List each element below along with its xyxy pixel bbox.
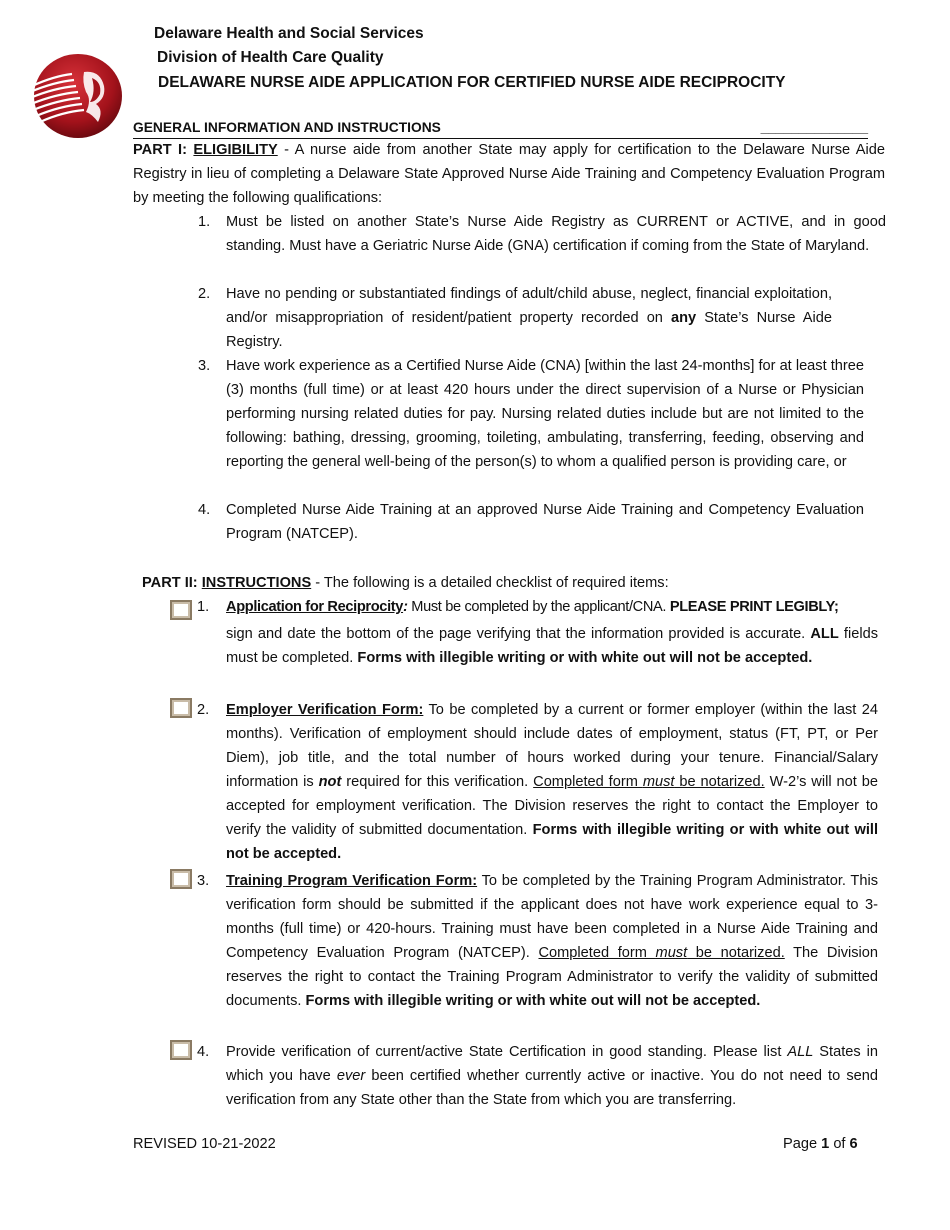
checklist-item-emphasis: not [318, 774, 342, 790]
part1-item-text: Have work experience as a Certified Nurse Aide (CNA) [within the last 24-months] for at least three (3) months (full time) or at least 420 hours under the direct supervision of a Nurse or Physician performing nursing related duties for pay. Nursing related duties include but are not limited to the following: bathing, dressing, grooming, toileting, ambulating, transferring, feeding, observing and reporting the general well-being of the person(s) to whom a qualified person is providing care, or [226, 358, 864, 470]
agency-name: Delaware Health and Social Services [154, 25, 424, 42]
checklist-item-title: Training Program Verification Form: [226, 873, 478, 889]
of-word: of [829, 1136, 850, 1152]
checklist-item-warning: Forms with illegible writing or with white out will not be accepted. [305, 993, 761, 1009]
part2-label: PART II: [142, 575, 198, 591]
checklist-checkbox-2[interactable] [170, 698, 192, 718]
part1-item-text: Must be listed on another State’s Nurse Aide Registry as CURRENT or ACTIVE, and in good standing. Must have a Geriatric Nurse Aide (GNA) certification if coming from the State of Maryland. [226, 214, 886, 254]
notarized-note-b: be notarized. [674, 774, 765, 790]
dhss-logo [26, 52, 124, 140]
part1-item2-text-b: State’s Nurse Aide Registry. [226, 310, 832, 350]
checklist-item-number: 2. [197, 702, 210, 718]
checklist-item-text: W-2’s will not be accepted for employment verification. The Division reserves the right to contact the Employer to verify the validity of submitted documentation. [226, 774, 878, 838]
checklist-checkbox-3[interactable] [170, 869, 192, 889]
notarized-note-must: must [642, 774, 675, 790]
checklist-item-text: Provide verification of current/active State Certification in good standing. Please list [226, 1044, 788, 1060]
checklist-item-2-text [226, 698, 878, 866]
checklist-item-text: Must be completed by the applicant/CNA. [407, 599, 670, 615]
part1-item-number: 3. [198, 358, 211, 374]
checklist-item-1-text [226, 595, 878, 619]
checklist-item-text: To be completed by a current or former employer (within the last 24 months). Verification of employment should include dates of employment, status (FT, PT, or Per Diem), job title, and the total number of hours worked during your tenure. Financial/Salary information is [226, 702, 878, 790]
part2-intro-text: - The following is a detailed checklist of required items: [311, 575, 669, 591]
part2-heading: INSTRUCTIONS [201, 575, 312, 591]
part1-intro [133, 138, 885, 210]
checklist-item-text: The Division reserves the right to contact the Training Program Administrator to verify the validity of submitted documents. [226, 945, 879, 1009]
part1-item-number: 1. [198, 214, 211, 230]
part1-label: PART I: [133, 142, 187, 158]
checklist-checkbox-1[interactable] [170, 600, 192, 620]
checklist-item-text: To be completed by the Training Program Administrator. This verification form should be submitted if the applicant does not have work experience equal to 3-months (full time) or 420-hours. Training must have been completed in a Nurse Aide Training and Competency Evaluation Program (NATCEP). [226, 873, 879, 961]
checklist-item-1-text-cont [226, 622, 878, 670]
part2-intro [142, 571, 882, 595]
checklist-item-warning: Forms with illegible writing or with white out will not be accepted. [357, 650, 813, 666]
checklist-item-emphasis: ever [336, 1068, 366, 1084]
part1-item2-text-a: Have no pending or substantiated findings of adult/child abuse, neglect, financial exploitation, and/or misappropriation of resident/patient property recorded on [226, 286, 832, 326]
part1-item-text [226, 282, 832, 354]
page-number: 1 [821, 1136, 830, 1152]
part1-item-number: 2. [198, 286, 211, 302]
checklist-item-text: required for this verification. [341, 774, 534, 790]
division-name: Division of Health Care Quality [157, 49, 384, 66]
checklist-item-title: Employer Verification Form: [226, 702, 424, 718]
checklist-item-emphasis: ALL [810, 626, 839, 642]
notarized-note-a: Completed form [533, 774, 643, 790]
checklist-item-title-colon: : [403, 599, 408, 615]
part1-intro-text: - A nurse aide from another State may apply for certification to the Delaware Nurse Aide Registry in lieu of completing a Delaware State Approved Nurse Aide Training and Competency Evaluation Program by meeting the following qualifications: [133, 142, 885, 206]
notarized-note-b: be notarized. [687, 945, 785, 961]
checklist-item-title: Application for Reciprocity [226, 599, 404, 615]
checklist-item-number: 4. [197, 1044, 210, 1060]
page-total: 6 [849, 1136, 858, 1152]
part1-heading: ELIGIBILITY [193, 142, 278, 158]
checklist-item-text: States in which you have [226, 1044, 879, 1084]
notarized-note [538, 945, 784, 961]
checklist-item-emphasis: ALL [787, 1044, 814, 1060]
checklist-item-emphasis: PLEASE PRINT LEGIBLY; [669, 599, 839, 615]
checklist-item-text: sign and date the bottom of the page verifying that the information provided is accurate. [226, 626, 811, 642]
checklist-item-3-text [226, 869, 878, 1013]
revision-date: REVISED 10-21-2022 [133, 1136, 276, 1152]
part1-item-text: Completed Nurse Aide Training at an approved Nurse Aide Training and Competency Evaluation Program (NATCEP). [226, 502, 864, 542]
notarized-note [533, 774, 765, 790]
section-heading [133, 118, 868, 139]
document-title: DELAWARE NURSE AIDE APPLICATION FOR CERTIFIED NURSE AIDE RECIPROCITY [158, 74, 786, 91]
checklist-item-text: fields must be completed. [226, 626, 878, 666]
checklist-item-4-text [226, 1040, 878, 1112]
checklist-item-text: been certified whether currently active or inactive. You do not need to send verification from any State other than the State from which you are transferring. [226, 1068, 878, 1108]
section-tail-line: ______________ [760, 120, 868, 135]
page-indicator [783, 1132, 858, 1156]
checklist-item-number: 1. [197, 599, 210, 615]
checklist-item-number: 3. [197, 873, 210, 889]
notarized-note-a: Completed form [538, 945, 656, 961]
part1-item2-emphasis: any [670, 310, 697, 326]
checklist-item-warning: Forms with illegible writing or with white out will not be accepted. [226, 822, 879, 862]
checklist-checkbox-4[interactable] [170, 1040, 192, 1060]
page-word: Page [783, 1136, 822, 1152]
section-title: GENERAL INFORMATION AND INSTRUCTIONS [133, 120, 441, 135]
part1-item-number: 4. [198, 502, 211, 518]
notarized-note-must: must [655, 945, 688, 961]
